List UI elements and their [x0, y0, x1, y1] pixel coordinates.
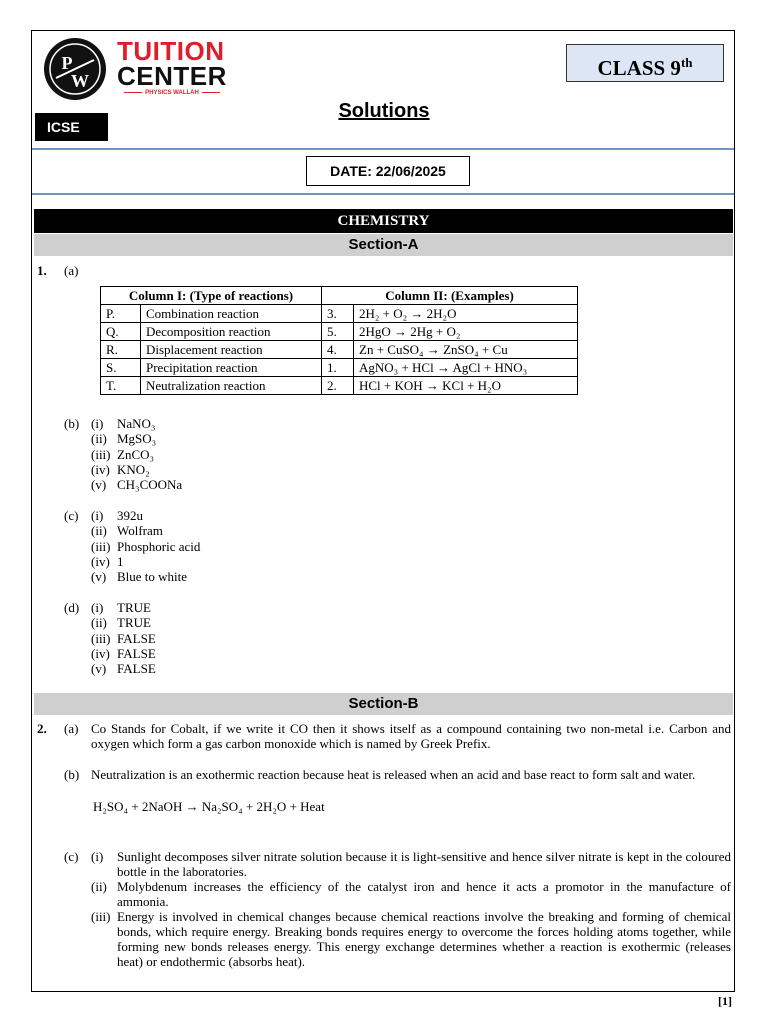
list-item-answer: 1: [117, 554, 124, 569]
example-equation: HCl + KOH → KCl + H₂O: [354, 377, 578, 395]
table-row: [101, 323, 578, 341]
list-item-answer: Molybdenum increases the efficiency of the catalyst iron and hence it acts a promotor in the manufacture of ammonia.: [117, 879, 731, 909]
row-key: R.: [101, 341, 141, 359]
list-item-number: (iv): [91, 462, 110, 477]
list-item-number: (ii): [91, 431, 107, 446]
list-item-number: (i): [91, 600, 104, 615]
list-item-answer: MgSO₃: [117, 431, 157, 446]
match-table: [100, 286, 578, 395]
list-item-number: (v): [91, 569, 107, 584]
q1-part-d-label: (d): [64, 600, 80, 615]
list-item-answer: FALSE: [117, 661, 156, 676]
class-suffix: th: [680, 55, 693, 70]
q1-part-c-label: (c): [64, 508, 79, 523]
table-row: [101, 359, 578, 377]
list-item-number: (i): [91, 849, 104, 864]
example-number: 1.: [322, 359, 354, 377]
subject-bar: CHEMISTRY: [34, 209, 733, 233]
list-item-number: (ii): [91, 523, 107, 538]
list-item-number: (v): [91, 477, 107, 492]
example-equation: 2HgO → 2Hg + O₂: [354, 323, 578, 341]
q2-part-b-text: Neutralization is an exothermic reaction because heat is released when an acid and base react to form salt and water.: [91, 767, 696, 782]
example-number: 3.: [322, 305, 354, 323]
column-1-header: Column I: (Type of reactions): [101, 287, 322, 305]
reaction-type: Neutralization reaction: [141, 377, 322, 395]
column-2-header: Column II: (Examples): [322, 287, 578, 305]
example-number: 4.: [322, 341, 354, 359]
list-item-answer: TRUE: [117, 615, 151, 630]
list-item-number: (i): [91, 416, 104, 431]
list-item-answer: Wolfram: [117, 523, 163, 538]
list-item-number: (i): [91, 508, 104, 523]
q2-part-c-label: (c): [64, 849, 79, 864]
list-item-answer: Phosphoric acid: [117, 539, 201, 554]
class-label: CLASS 9: [597, 56, 681, 80]
row-key: T.: [101, 377, 141, 395]
row-key: P.: [101, 305, 141, 323]
list-item-answer: KNO₂: [117, 462, 150, 477]
list-item-number: (iii): [91, 909, 111, 924]
list-item-answer: NaNO₃: [117, 416, 156, 431]
logo-letter-w: W: [71, 71, 89, 91]
q2-part-b-label: (b): [64, 767, 80, 782]
list-item-number: (iii): [91, 631, 111, 646]
brand-line2: CENTER: [117, 61, 227, 91]
list-item-answer: TRUE: [117, 600, 151, 615]
list-item-number: (iv): [91, 646, 110, 661]
class-box: [566, 44, 724, 82]
q1-number: 1.: [37, 263, 47, 278]
list-item-answer: Energy is involved in chemical changes because chemical reactions involve the breaking and forming of chemical bonds, which require energy. Breaking bonds requires energy to overcome the forces holding atoms together, while forming new bonds releases energy. This energy exchange determines whether a reaction is exothermic (releases heat) or endothermic (absorbs heat).: [117, 909, 731, 969]
table-row: [101, 341, 578, 359]
row-key: Q.: [101, 323, 141, 341]
logo-letter-p: P: [61, 53, 73, 73]
example-equation: Zn + CuSO₄ → ZnSO₄ + Cu: [354, 341, 578, 359]
divider-top: [32, 148, 734, 150]
table-row: [101, 305, 578, 323]
list-item-number: (ii): [91, 615, 107, 630]
list-item-answer: ZnCO₃: [117, 447, 155, 462]
list-item-answer: CH₃COONa: [117, 477, 183, 492]
example-number: 5.: [322, 323, 354, 341]
section-a-bar: Section-A: [34, 234, 733, 256]
reaction-type: Decomposition reaction: [141, 323, 322, 341]
list-item-answer: Blue to white: [117, 569, 188, 584]
q2-equation: H₂SO₄ + 2NaOH → Na₂SO₄ + 2H₂O + Heat: [93, 799, 325, 814]
list-item-number: (iv): [91, 554, 110, 569]
row-key: S.: [101, 359, 141, 377]
table-row: [101, 377, 578, 395]
example-equation: AgNO₃ + HCl → AgCl + HNO₃: [354, 359, 578, 377]
list-item-answer: 392u: [117, 508, 143, 523]
page-title: Solutions: [338, 100, 430, 122]
list-item-answer: FALSE: [117, 646, 156, 661]
example-number: 2.: [322, 377, 354, 395]
brand-line1: TUITION: [117, 36, 225, 66]
reaction-type: Precipitation reaction: [141, 359, 322, 377]
list-item-number: (ii): [91, 879, 107, 894]
list-item-number: (iii): [91, 539, 111, 554]
list-item-answer: FALSE: [117, 631, 156, 646]
q1-part-a-label: (a): [64, 263, 79, 278]
divider-bottom: [32, 193, 734, 195]
q2-number: 2.: [37, 721, 47, 736]
reaction-type: Displacement reaction: [141, 341, 322, 359]
pw-logo: [44, 38, 106, 100]
date-box: DATE: 22/06/2025: [306, 156, 470, 186]
q1-part-b-label: (b): [64, 416, 80, 431]
board-badge: ICSE: [35, 113, 108, 141]
reaction-type: Combination reaction: [141, 305, 322, 323]
page-number: [1]: [718, 994, 732, 1008]
list-item-number: (v): [91, 661, 107, 676]
list-item-number: (iii): [91, 447, 111, 462]
list-item-answer: Sunlight decomposes silver nitrate solution because it is light-sensitive and hence silver nitrate is kept in the coloured bottle in the laboratories.: [117, 849, 731, 879]
pw-logo-icon: [44, 38, 106, 100]
example-equation: 2H₂ + O₂ → 2H₂O: [354, 305, 578, 323]
match-table-header: [101, 287, 578, 305]
q2-part-a-label: (a): [64, 721, 79, 736]
brand-tagline: PHYSICS WALLAH: [117, 90, 227, 96]
section-b-bar: Section-B: [34, 693, 733, 715]
q2-part-a-text: Co Stands for Cobalt, if we write it CO then it shows itself as a compound containing two non-metal i.e. Carbon and oxygen which form a gas carbon monoxide which is named by Greek Prefix.: [91, 721, 731, 751]
